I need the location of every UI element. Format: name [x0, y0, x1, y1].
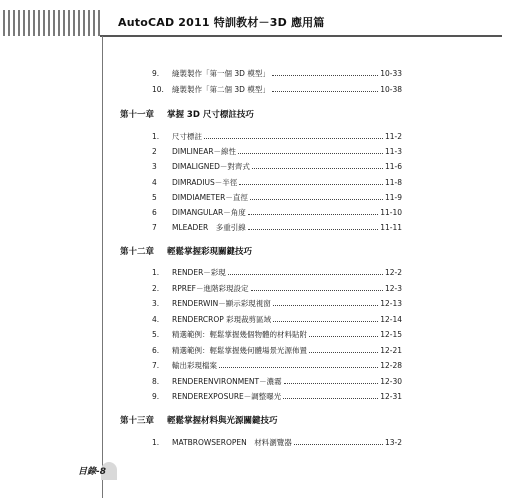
entry-number: 6. [152, 346, 160, 355]
entry-title: DIMANGULAR－角度 [172, 208, 246, 217]
entry-page: 12-2 [384, 268, 402, 277]
entry-page: 10-33 [380, 69, 402, 78]
entry-number: 3. [152, 299, 160, 308]
entry-title: 精選範例：輕鬆掌握幾個物體的材料貼附 [172, 330, 307, 339]
entry-title: 縫製製作「第二個 3D 模型」 [172, 85, 270, 94]
entry-page: 12-31 [380, 392, 402, 401]
toc-entry[interactable] [152, 283, 402, 295]
chapter-number: 第十三章 [120, 416, 155, 426]
toc-entry[interactable] [152, 131, 402, 143]
dot-leader [294, 438, 383, 445]
chapter-heading [120, 414, 277, 426]
toc-entry[interactable] [152, 314, 402, 326]
entry-page: 12-13 [380, 299, 402, 308]
dot-leader [273, 315, 378, 322]
toc-entry[interactable] [152, 207, 402, 219]
chapter-heading [120, 108, 254, 120]
dot-leader [219, 361, 378, 368]
dot-leader [273, 299, 378, 306]
book-title: AutoCAD 2011 特訓教材－3D 應用篇 [118, 14, 331, 32]
entry-title: RENDERWIN－顯示彩現視窗 [172, 299, 271, 308]
entry-number: 2. [152, 284, 160, 293]
entry-number: 5. [152, 330, 160, 339]
entry-page: 12-28 [380, 361, 402, 370]
entry-title: RENDER－彩現 [172, 268, 226, 277]
entry-title: DIMLINEAR－線性 [172, 147, 237, 156]
entry-title: MATBROWSEROPEN 材料瀏覽器 [172, 438, 292, 447]
entry-number: 7. [152, 361, 160, 370]
dot-leader [272, 69, 378, 76]
entry-title: RENDERCROP 彩現裁剪區域 [172, 315, 272, 324]
toc-entry[interactable] [152, 146, 402, 158]
dot-leader [252, 162, 383, 169]
entry-number: 7 [152, 223, 157, 232]
toc-entry[interactable] [152, 161, 402, 173]
dot-leader [309, 330, 378, 337]
entry-number: 10. [152, 85, 164, 94]
toc-entry[interactable] [152, 267, 402, 279]
entry-title: 輸出彩現檔案 [172, 361, 217, 370]
page-number: 目錄-8 [78, 467, 106, 477]
entry-number: 9. [152, 392, 160, 401]
entry-number: 6 [152, 208, 157, 217]
entry-number: 2 [152, 147, 157, 156]
chapter-number: 第十一章 [120, 110, 155, 120]
dot-leader [239, 178, 383, 185]
entry-title: 精選範例：輕鬆掌握幾何體場景光源佈置 [172, 346, 307, 355]
chapter-title: 輕鬆掌握材料與光源關鍵技巧 [166, 416, 278, 426]
chapter-title: 掌握 3D 尺寸標註技巧 [166, 110, 254, 120]
entry-title: 縫製製作「第一個 3D 模型」 [172, 69, 270, 78]
entry-number: 8. [152, 377, 160, 386]
entry-page: 12-21 [380, 346, 402, 355]
entry-page: 10-38 [380, 85, 402, 94]
entry-page: 11-9 [384, 193, 402, 202]
toc-entry[interactable] [152, 84, 402, 96]
toc-entry[interactable] [152, 376, 402, 388]
entry-page: 11-3 [384, 147, 402, 156]
toc-entry[interactable] [152, 192, 402, 204]
entry-title: MLEADER 多重引線 [172, 223, 246, 232]
entry-page: 12-30 [380, 377, 402, 386]
entry-title: DIMALIGNED－對齊式 [172, 162, 250, 171]
toc-entry[interactable] [152, 391, 402, 403]
entry-number: 3 [152, 162, 157, 171]
entry-page: 13-2 [384, 438, 402, 447]
entry-number: 1. [152, 268, 160, 277]
entry-title: DIMRADIUS－半徑 [172, 178, 238, 187]
entry-title: 尺寸標註 [172, 132, 202, 141]
entry-page: 11-8 [384, 178, 402, 187]
entry-title: RPREF－進階彩現設定 [172, 284, 249, 293]
dot-leader [250, 193, 383, 200]
entry-page: 11-11 [380, 223, 402, 232]
entry-title: DIMDIAMETER－直徑 [172, 193, 248, 202]
entry-number: 1. [152, 438, 160, 447]
toc-entry[interactable] [152, 345, 402, 357]
entry-page: 11-6 [384, 162, 402, 171]
dot-leader [309, 346, 378, 353]
toc-entry[interactable] [152, 329, 402, 341]
chapter-number: 第十二章 [120, 247, 155, 257]
toc-entry[interactable] [152, 360, 402, 372]
dot-leader [248, 208, 379, 215]
entry-page: 12-15 [380, 330, 402, 339]
entry-number: 4. [152, 315, 160, 324]
entry-page: 11-10 [380, 208, 402, 217]
entry-page: 12-3 [384, 284, 402, 293]
chapter-heading [120, 245, 252, 257]
entry-number: 5 [152, 193, 157, 202]
entry-number: 9. [152, 69, 160, 78]
dot-leader [228, 268, 383, 275]
chapter-title: 輕鬆掌握彩現關鍵技巧 [166, 247, 252, 257]
dot-leader [238, 147, 383, 154]
dot-leader [248, 223, 378, 230]
entry-number: 1. [152, 132, 160, 141]
toc-entry[interactable] [152, 298, 402, 310]
dot-leader [284, 377, 379, 384]
entry-title: RENDEREXPOSURE－調整曝光 [172, 392, 282, 401]
dot-leader [204, 132, 383, 139]
dot-leader [283, 392, 378, 399]
toc-entry[interactable] [152, 437, 402, 449]
entry-page: 12-14 [380, 315, 402, 324]
toc-entry[interactable] [152, 177, 402, 189]
entry-page: 11-2 [384, 132, 402, 141]
dot-leader [272, 85, 378, 92]
toc-entry[interactable] [152, 222, 402, 234]
entry-title: RENDERENVIRONMENT－濃霧 [172, 377, 282, 386]
toc-entry[interactable] [152, 68, 402, 80]
entry-number: 4 [152, 178, 157, 187]
dot-leader [251, 284, 383, 291]
